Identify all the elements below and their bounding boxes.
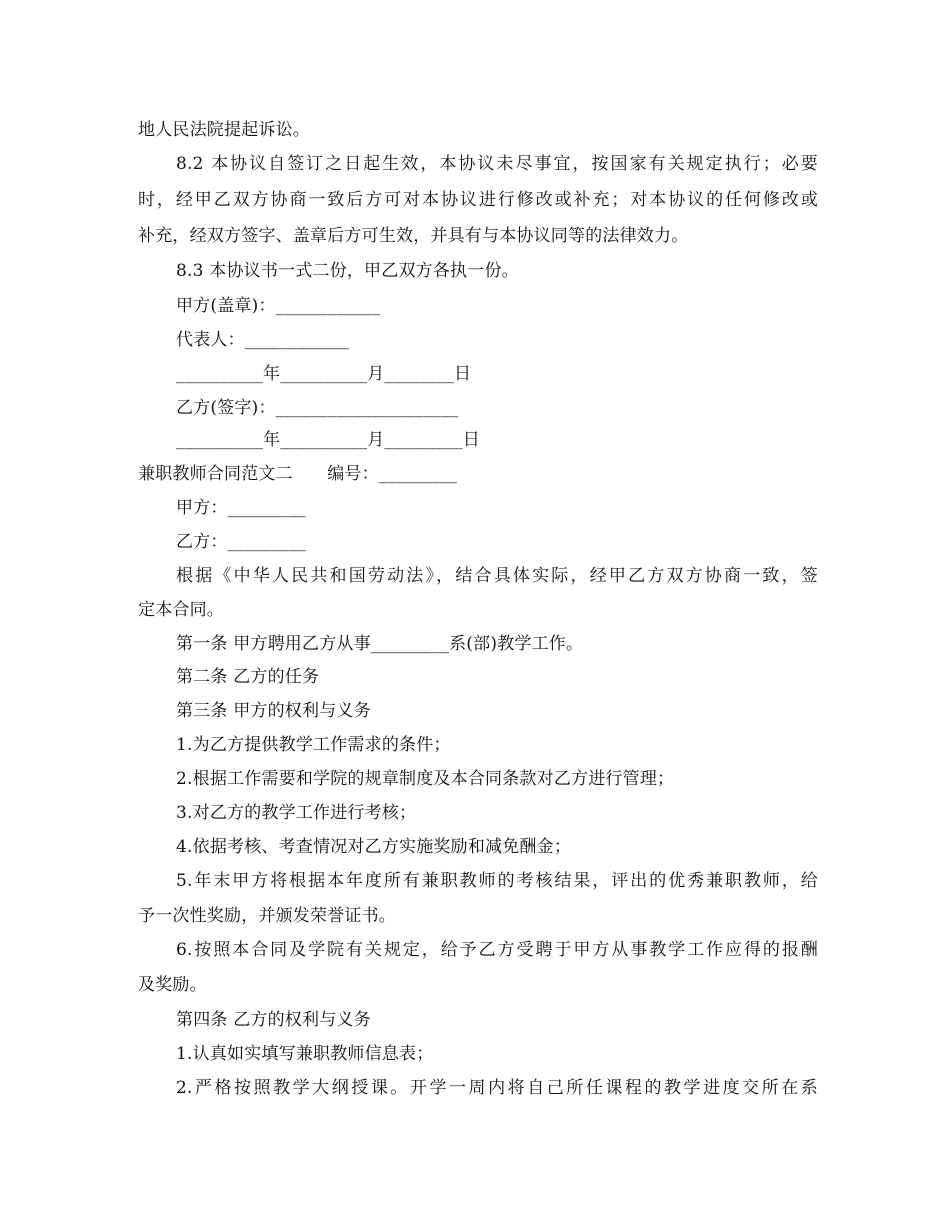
list-item: 3.对乙方的教学工作进行考核；: [176, 803, 417, 823]
party-a-field: 甲方：_________: [176, 498, 306, 518]
date-field: __________年__________月_________日: [176, 430, 480, 450]
paragraph-line: 地人民法院提起诉讼。: [138, 120, 310, 140]
contract-title-with-number: 兼职教师合同范文二 编号：_________: [138, 464, 458, 484]
article-4-heading: 第四条 乙方的权利与义务: [176, 1010, 371, 1030]
article-2-heading: 第二条 乙方的任务: [176, 667, 320, 687]
party-b-signature-field: 乙方(签字)：_____________________: [176, 398, 459, 418]
list-item: 4.依据考核、考查情况对乙方实施奖励和减免酬金；: [176, 837, 572, 857]
date-field: __________年__________月________日: [176, 364, 472, 384]
paragraph-line: 予一次性奖励，并颁发荣誉证书。: [138, 906, 396, 926]
clause-8-2: 8.2 本协议自签订之日起生效，本协议未尽事宜，按国家有关规定执行；必要: [176, 154, 818, 174]
party-a-seal-field: 甲方(盖章)：____________: [176, 296, 381, 316]
list-item: 1.为乙方提供教学工作需求的条件；: [176, 735, 451, 755]
list-item: 5.年末甲方将根据本年度所有兼职教师的考核结果，评出的优秀兼职教师，给: [176, 871, 818, 891]
list-item: 1.认真如实填写兼职教师信息表；: [176, 1044, 434, 1064]
paragraph-line: 及奖励。: [138, 975, 207, 995]
paragraph-line: 定本合同。: [138, 600, 224, 620]
party-b-field: 乙方：_________: [176, 532, 306, 552]
paragraph-line: 时，经甲乙双方协商一致后方可对本协议进行修改或补充；对本协议的任何修改或: [138, 190, 818, 210]
paragraph-line: 补充，经双方签字、盖章后方可生效，并具有与本协议同等的法律效力。: [138, 226, 689, 246]
list-item: 2.根据工作需要和学院的规章制度及本合同条款对乙方进行管理；: [176, 769, 675, 789]
article-1: 第一条 甲方聘用乙方从事_________系(部)教学工作。: [176, 634, 584, 654]
representative-field: 代表人：____________: [176, 330, 350, 350]
list-item: 2.严格按照教学大纲授课。开学一周内将自己所任课程的教学进度交所在系: [176, 1078, 818, 1098]
list-item: 6.按照本合同及学院有关规定，给予乙方受聘于甲方从事教学工作应得的报酬: [176, 940, 818, 960]
article-3-heading: 第三条 甲方的权利与义务: [176, 701, 371, 721]
clause-8-3: 8.3 本协议书一式二份，甲乙双方各执一份。: [176, 261, 519, 281]
preamble: 根据《中华人民共和国劳动法》，结合具体实际，经甲乙方双方协商一致，签: [176, 566, 818, 586]
